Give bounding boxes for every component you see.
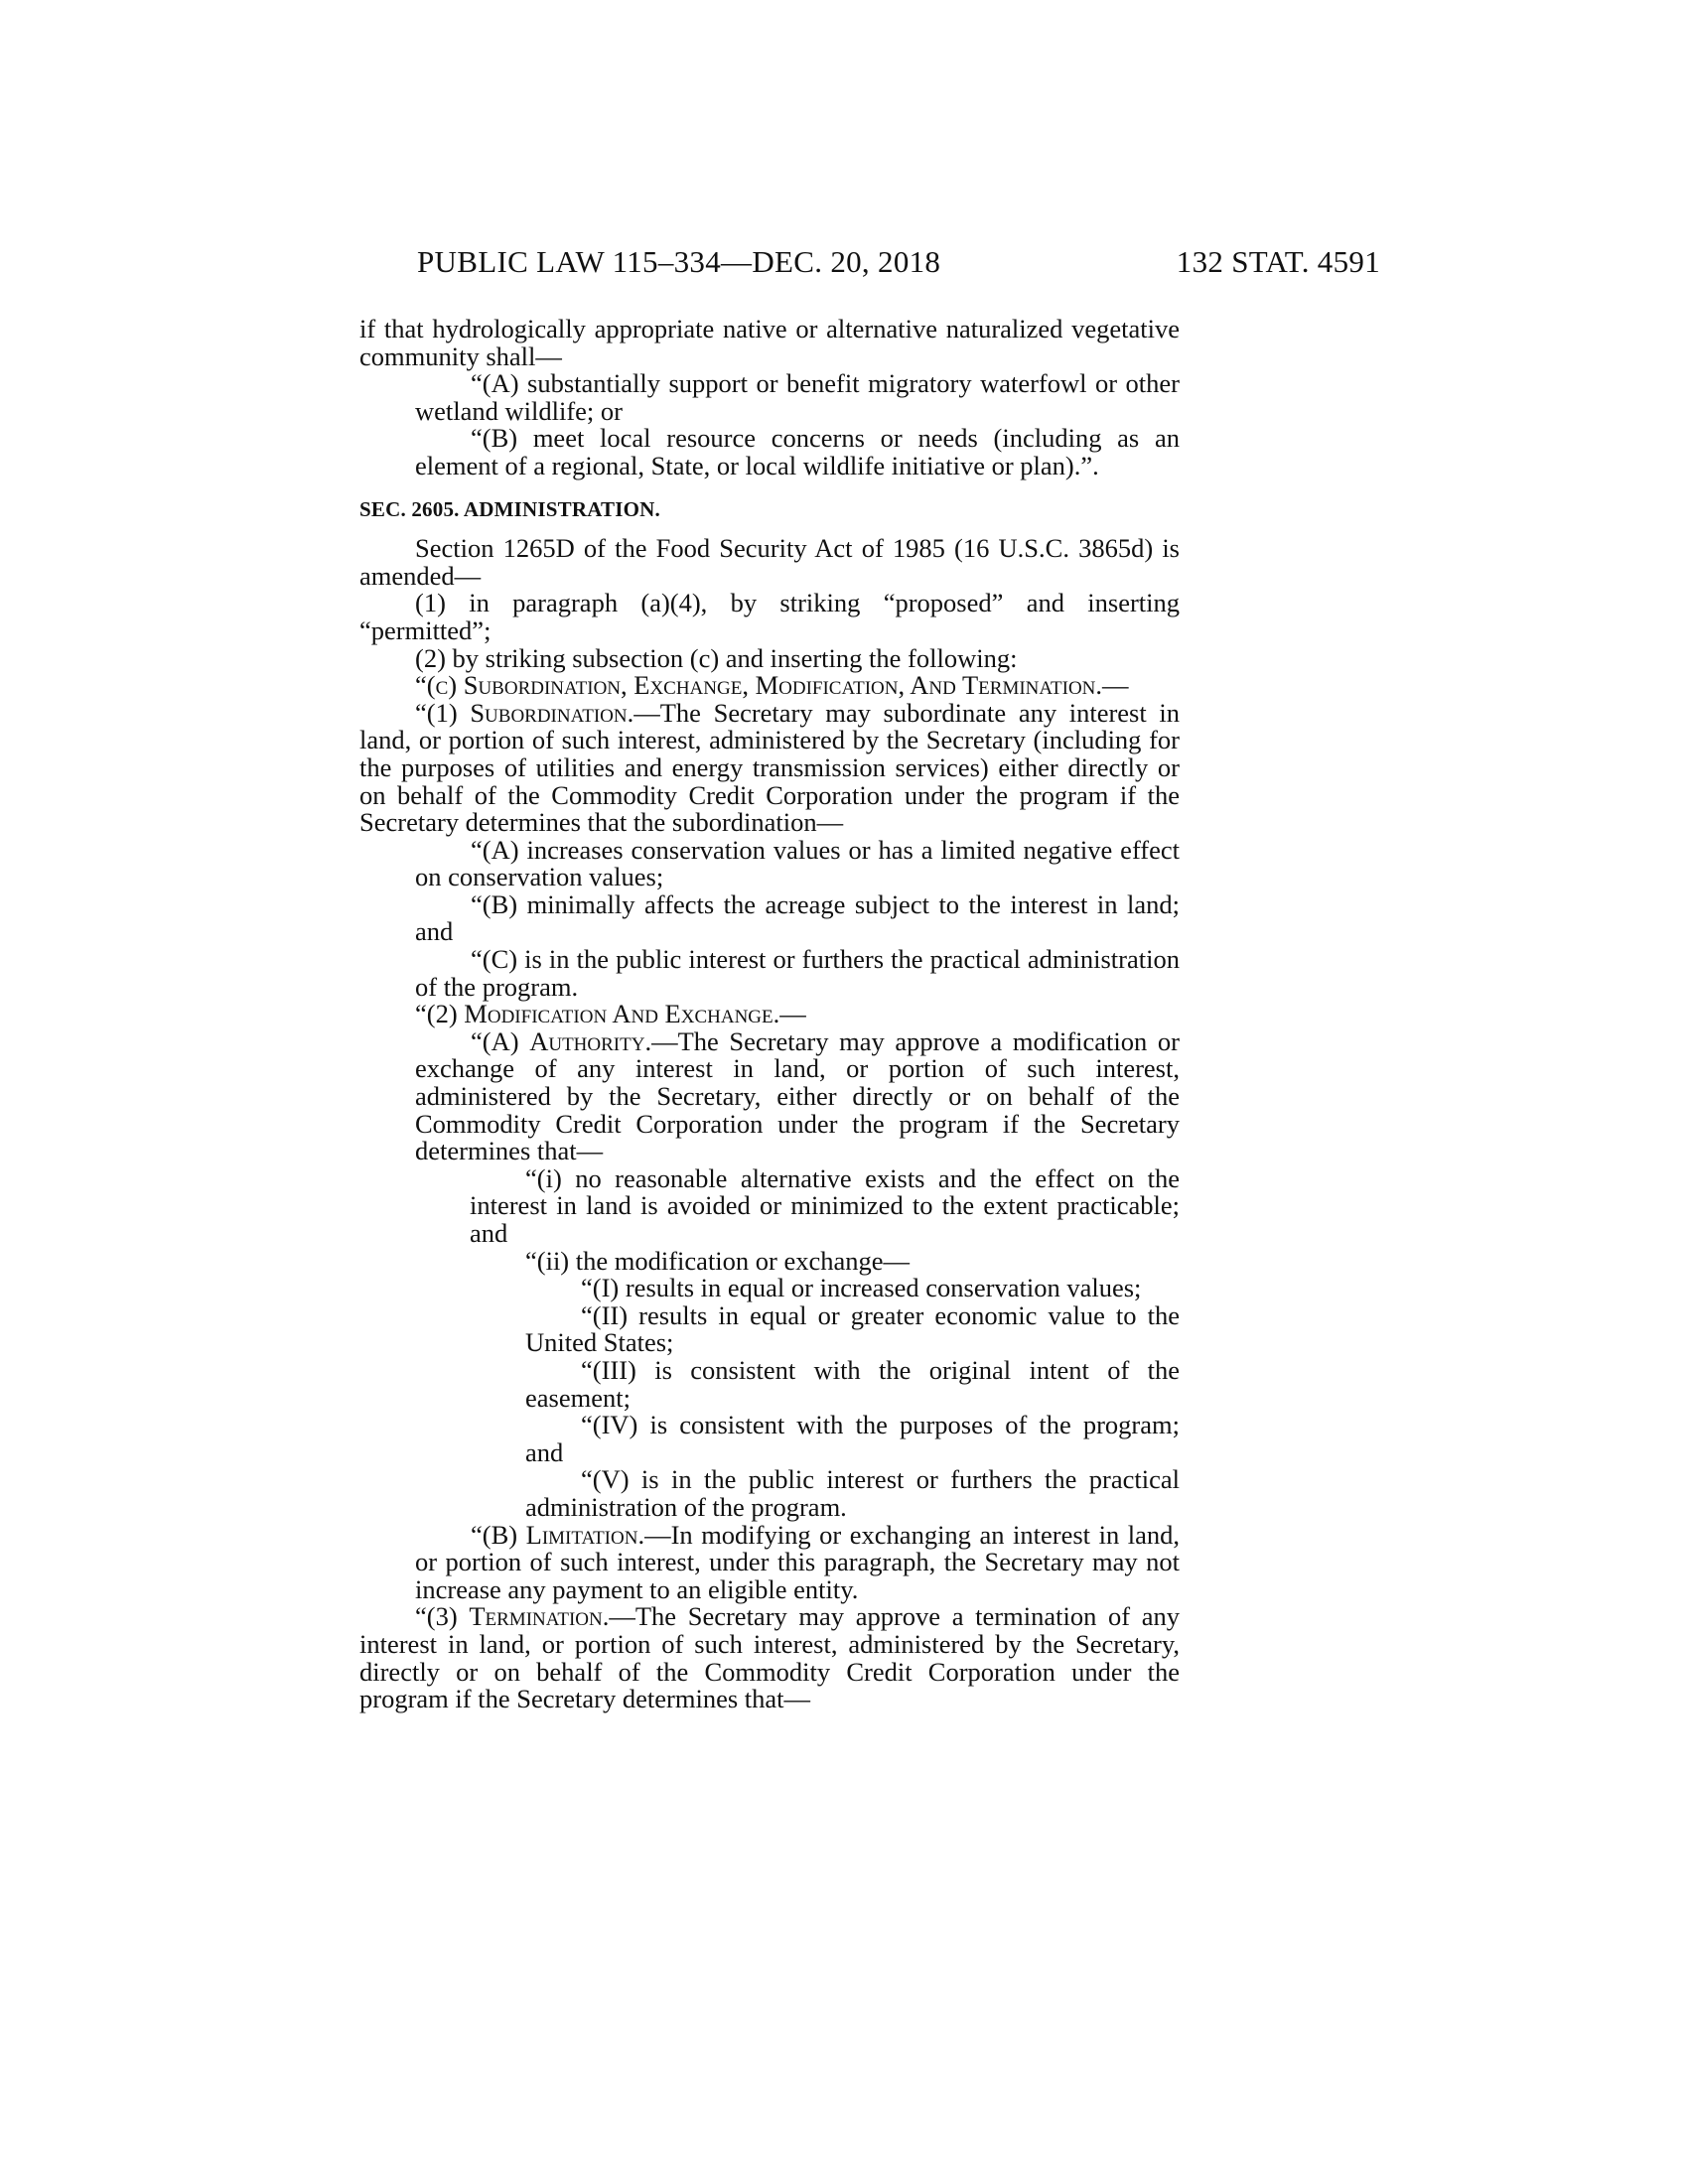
subclause-iv: “(IV) is consistent with the purposes of the program; and (525, 1410, 1180, 1467)
header-stat-page: 132 STAT. 4591 (1176, 244, 1380, 279)
small-caps-heading: Subordination, Exchange, Modification, And Termination. (463, 670, 1103, 701)
small-caps-heading: Limitation. (525, 1519, 645, 1550)
paragraph-subpara-a: “(A) substantially support or benefit migratory waterfowl or other wetland wildlife; or (415, 368, 1180, 426)
paragraph-subpara-b: “(B) meet local resource concerns or needs (including as an element of a regional, State, or local wildlife initiative or plan).”. (415, 423, 1180, 480)
paragraph-1-text: “(1) Subordination.—The Secretary may subordinate any interest in land, or portion of such interest, administered by the Secretary (including for the purposes of utilities and energy transmission services) either directly or on behalf of the Commodity Credit Corporation under the program if the Secretary determines that the subordination— (359, 697, 1180, 838)
amendment-2: (2) by striking subsection (c) and inserting the following: (415, 642, 1018, 673)
section-heading: SEC. 2605. ADMINISTRATION. (359, 496, 660, 521)
subordination-c: “(C) is in the public interest or furthers the practical administration of the program. (415, 944, 1180, 1002)
small-caps-heading: Modification And Exchange. (464, 999, 780, 1029)
paragraph-2-heading: “(2) Modification And Exchange.— (415, 999, 806, 1029)
header-law-citation: PUBLIC LAW 115–334—DEC. 20, 2018 (417, 244, 941, 279)
small-caps-heading: Subordination. (470, 697, 634, 728)
subclause-v: “(V) is in the public interest or furthers the practical administration of the program. (525, 1464, 1180, 1522)
small-caps-heading: Authority. (529, 1025, 652, 1056)
section-intro: Section 1265D of the Food Security Act of 1985 (16 U.S.C. 3865d) is amended— (359, 533, 1180, 591)
paragraph-continuation: if that hydrologically appropriate native or alternative naturalized vegetative community shall— (359, 314, 1180, 371)
small-caps-heading: Termination. (469, 1601, 610, 1632)
modification-authority: “(A) Authority.—The Secretary may approve a modification or exchange of any interest in land, or portion of such interest, administered by the Secretary, either directly or on behalf of the Commodity Credit Corporation under the program if the Secretary determines that— (415, 1025, 1180, 1166)
authority-clause-i: “(i) no reasonable alternative exists and the effect on the interest in land is avoided or minimized to the extent practicable; and (470, 1162, 1180, 1248)
modification-limitation: “(B) Limitation.—In modifying or exchanging an interest in land, or portion of such interest, under this paragraph, the Secretary may not increase any payment to an eligible entity. (415, 1519, 1180, 1604)
subsection-c-heading: “(c) Subordination, Exchange, Modification, And Termination.— (415, 670, 1129, 701)
page-header (417, 244, 1380, 288)
paragraph-1-subordination (304, 697, 1180, 838)
amendment-1: (1) in paragraph (a)(4), by striking “proposed” and inserting “permitted”; (359, 588, 1180, 645)
authority-clause-ii: “(ii) the modification or exchange— (525, 1245, 911, 1276)
subclause-ii: “(II) results in equal or greater economic value to the United States; (525, 1299, 1180, 1358)
subclause-i: “(I) results in equal or increased conservation values; (581, 1273, 1142, 1303)
paragraph-3-termination: “(3) Termination.—The Secretary may approve a termination of any interest in land, or portion of such interest, administered by the Secretary, directly or on behalf of the Commodity Credit Corporation under the program if the Secretary determines that— (359, 1601, 1180, 1714)
subordination-a: “(A) increases conservation values or has a limited negative effect on conservation values; (415, 834, 1180, 892)
document-body (359, 316, 1180, 1713)
subordination-b: “(B) minimally affects the acreage subject to the interest in land; and (415, 888, 1180, 947)
subclause-iii: “(III) is consistent with the original intent of the easement; (525, 1354, 1180, 1413)
